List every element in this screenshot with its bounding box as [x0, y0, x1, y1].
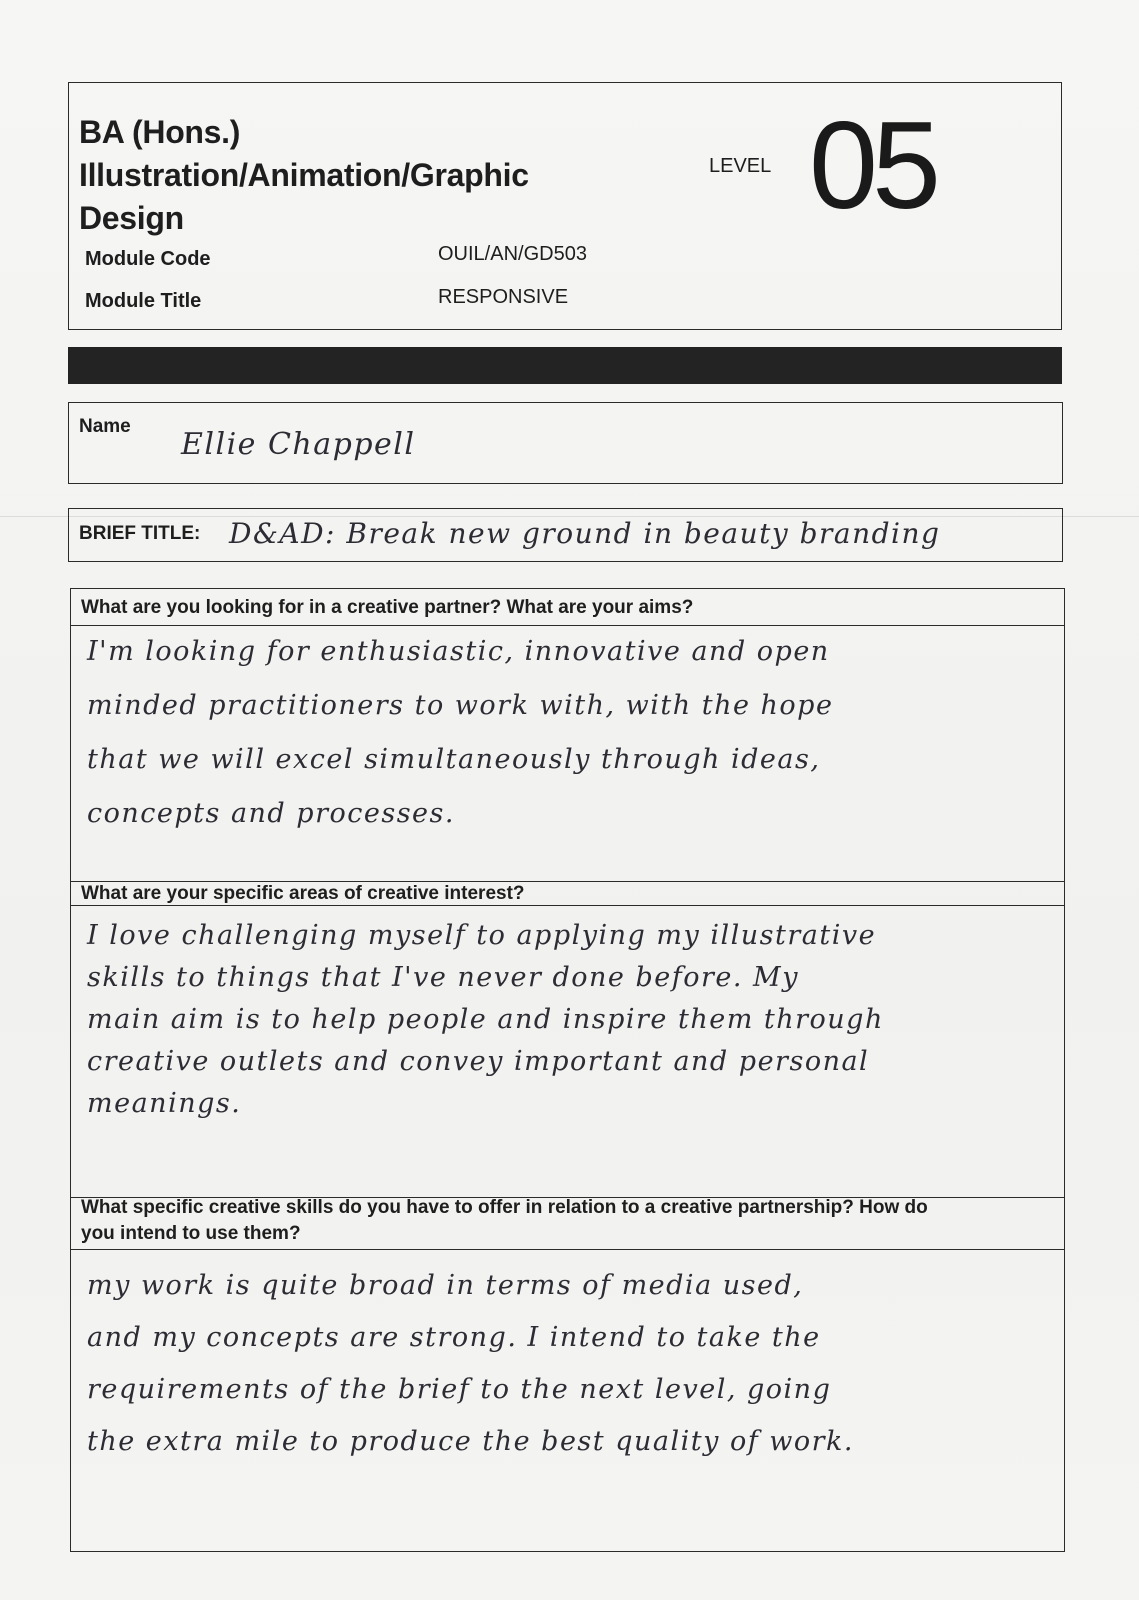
answer-creative-interest: [70, 906, 1065, 1198]
answer-line: I love challenging myself to applying my illustrative: [87, 920, 877, 951]
answer-line: that we will excel simultaneously through ideas,: [87, 744, 821, 775]
answer-line: skills to things that I've never done before. My: [87, 962, 799, 993]
section-creative-interest: [70, 882, 1065, 1196]
answer-line: and my concepts are strong. I intend to take the: [87, 1322, 821, 1353]
section-question-header: [70, 588, 1065, 626]
module-title-value: RESPONSIVE: [438, 286, 569, 308]
answer-line: main aim is to help people and inspire them through: [87, 1004, 884, 1035]
question-creative-skills-line-2: you intend to use them?: [81, 1223, 301, 1244]
module-code-value: OUIL/AN/GD503: [438, 243, 587, 265]
question-creative-interest: What are your specific areas of creative interest?: [81, 883, 525, 904]
level-label: LEVEL: [709, 155, 772, 177]
answer-line: concepts and processes.: [87, 798, 455, 829]
answer-line: requirements of the brief to the next level, going: [87, 1374, 832, 1405]
answer-creative-skills: [70, 1250, 1065, 1552]
name-value: Ellie Chappell: [181, 427, 416, 462]
answer-line: my work is quite broad in terms of media used,: [87, 1270, 804, 1301]
answer-line: minded practitioners to work with, with the hope: [87, 690, 834, 721]
brief-title-field: [68, 508, 1063, 562]
answer-creative-partner: [70, 626, 1065, 882]
section-creative-skills: [70, 1196, 1065, 1552]
header-divider-bar: [68, 347, 1062, 384]
name-field: [68, 402, 1063, 484]
program-title: [79, 111, 529, 240]
answer-line: I'm looking for enthusiastic, innovative and open: [87, 636, 830, 667]
section-question-header: [70, 1196, 1065, 1250]
level-number: 05: [809, 97, 935, 235]
name-label: Name: [79, 416, 131, 437]
program-title-line-3: Design: [79, 200, 184, 236]
answer-line: the extra mile to produce the best quality of work.: [87, 1426, 854, 1457]
program-title-line-2: Illustration/Animation/Graphic: [79, 157, 529, 193]
question-creative-partner: What are you looking for in a creative partner? What are your aims?: [81, 597, 694, 618]
section-creative-partner: [70, 588, 1065, 880]
brief-title-value: D&AD: Break new ground in beauty branding: [229, 517, 941, 550]
question-creative-skills-line-1: What specific creative skills do you have to offer in relation to a creative partnership? How do: [81, 1197, 928, 1218]
answer-line: meanings.: [87, 1088, 242, 1119]
module-header: [68, 82, 1062, 330]
program-title-line-1: BA (Hons.): [79, 114, 241, 150]
brief-title-label: BRIEF TITLE:: [79, 523, 201, 544]
module-code-label: Module Code: [85, 248, 211, 270]
answer-line: creative outlets and convey important and personal: [87, 1046, 870, 1077]
module-title-label: Module Title: [85, 290, 202, 312]
section-question-header: [70, 882, 1065, 906]
